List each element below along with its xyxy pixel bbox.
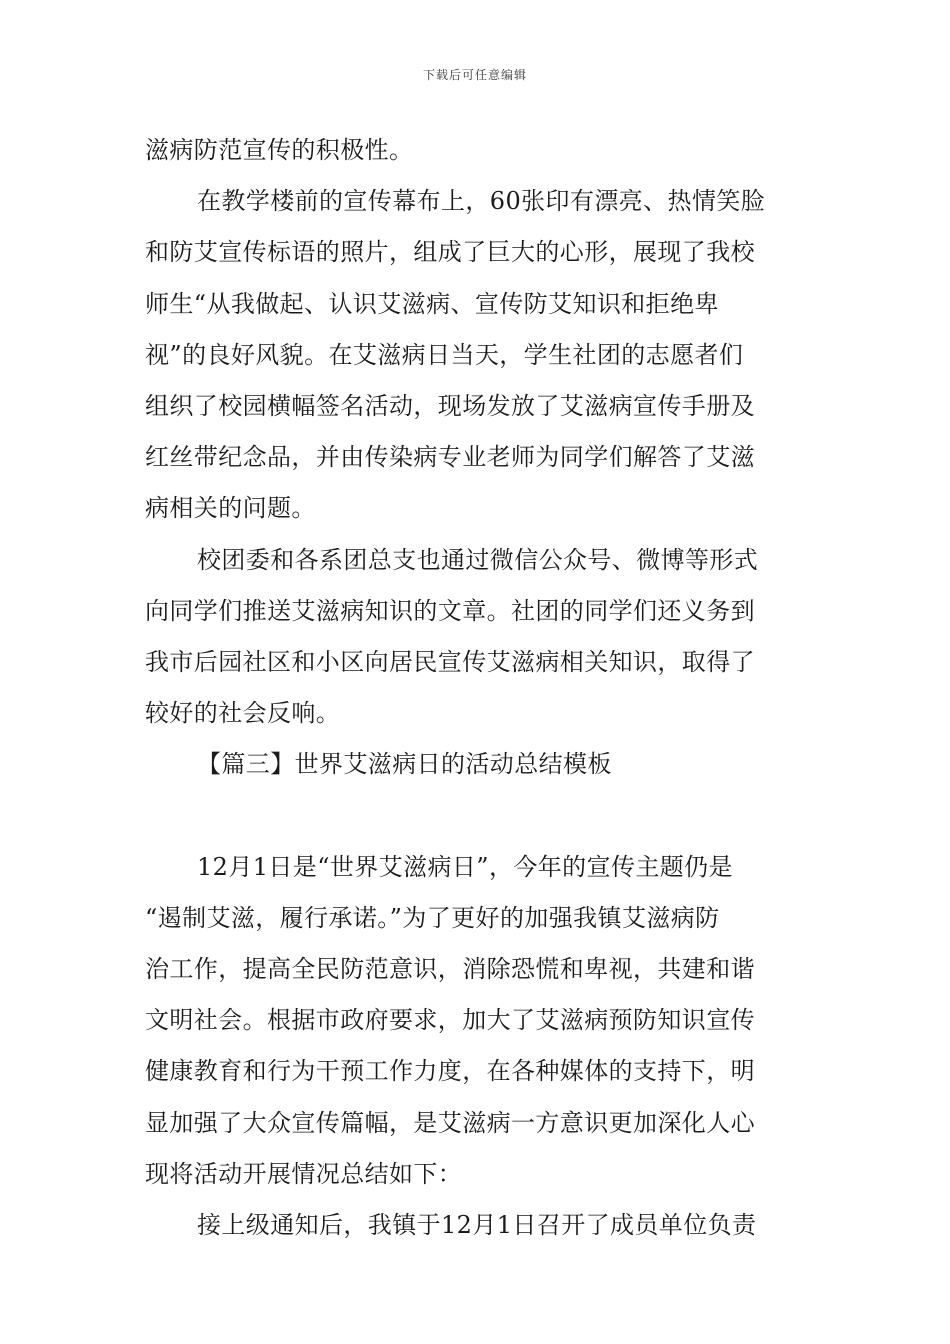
text-line: 显加强了大众宣传篇幅，是艾滋病一方意识更加深化人心 [145, 1108, 755, 1137]
text-line: 治工作，提高全民防范意识，消除恐慌和卑视，共建和谐 [145, 955, 755, 983]
text-line: 较好的社会反响。 [145, 699, 341, 728]
text-line: 我市后园社区和小区向居民宣传艾滋病相关知识，取得了 [145, 647, 755, 676]
text-line: 文明社会。根据市政府要求，加大了艾滋病预防知识宣传 [145, 1006, 755, 1035]
text-line: 接上级通知后，我镇于12月1日召开了成员单位负责 [197, 1210, 757, 1239]
blank-line [145, 790, 810, 841]
text-line: “遏制艾滋，履行承诺。”为了更好的加强我镇艾滋病防 [145, 903, 720, 932]
text-line: 师生“从我做起、认识艾滋病、宣传防艾知识和拒绝卑 [145, 289, 719, 318]
page-header: 下载后可任意编辑 [422, 68, 527, 82]
text-line: 病相关的问题。 [145, 494, 316, 523]
text-line: 滋病防范宣传的积极性。 [145, 136, 414, 164]
section-heading: 【篇三】世界艾滋病日的活动总结模板 [197, 750, 612, 779]
text-line: 向同学们推送艾滋病知识的文章。社团的同学们还义务到 [145, 596, 755, 625]
text-line: 现将活动开展情况总结如下： [145, 1159, 463, 1188]
text-line: 和防艾宣传标语的照片，组成了巨大的心形，展现了我校 [145, 238, 755, 267]
text-line: 校团委和各系团总支也通过微信公众号、微博等形式 [197, 545, 759, 574]
document-body [145, 125, 810, 1251]
text-line: 视”的良好风貌。在艾滋病日当天，学生社团的志愿者们 [145, 340, 744, 369]
text-line: 在教学楼前的宣传幕布上，60张印有漂亮、热情笑脸 [197, 187, 766, 216]
text-line: 健康教育和行为干预工作力度，在各种媒体的支持下，明 [145, 1057, 755, 1086]
text-line: 红丝带纪念品，并由传染病专业老师为同学们解答了艾滋 [145, 443, 755, 472]
text-line: 12月1日是“世界艾滋病日”，今年的宣传主题仍是 [197, 852, 733, 881]
text-line: 组织了校园横幅签名活动，现场发放了艾滋病宣传手册及 [145, 391, 755, 420]
